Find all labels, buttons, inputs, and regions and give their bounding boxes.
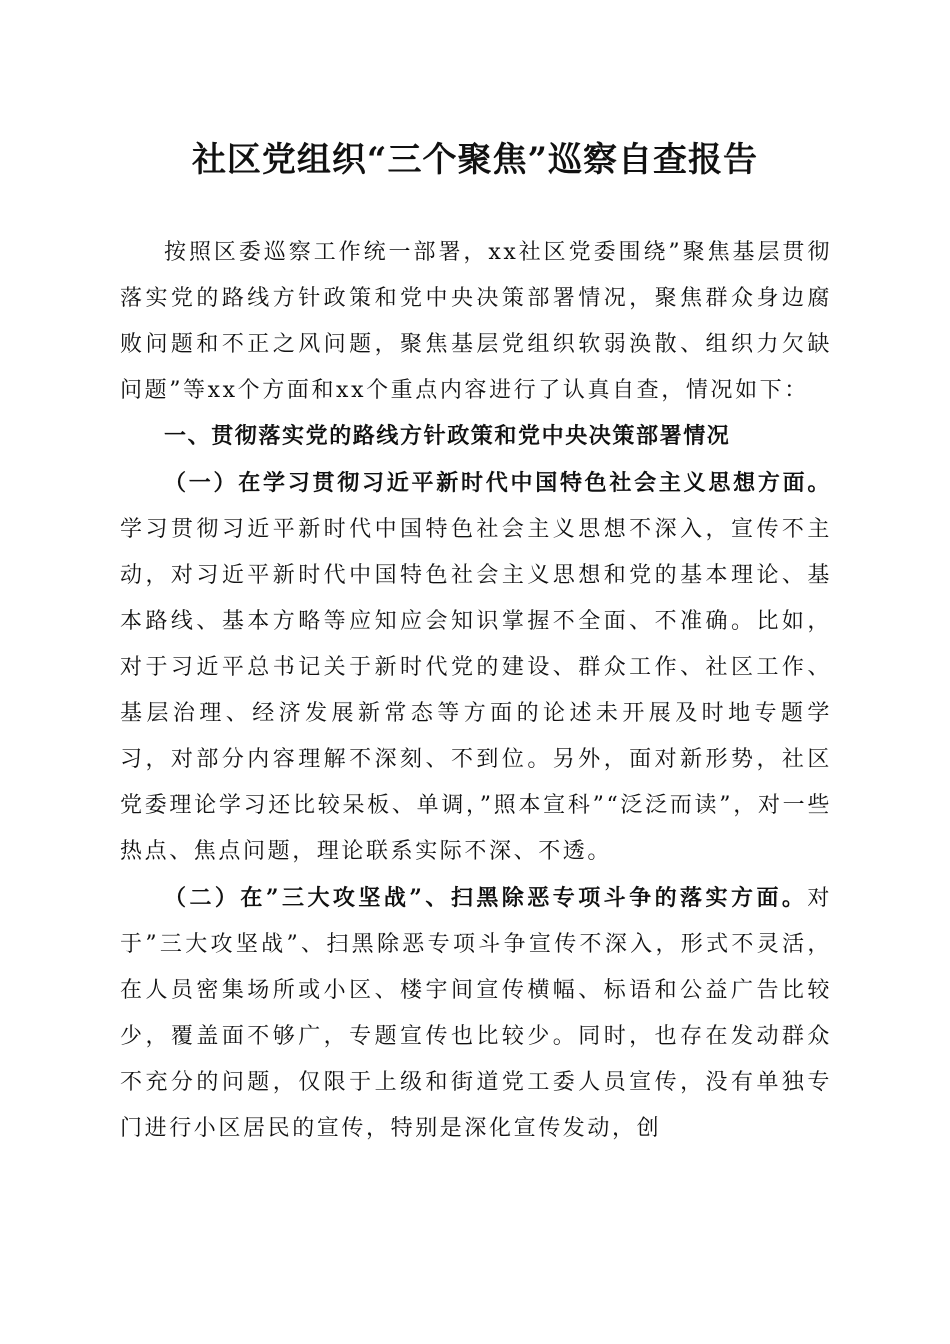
item-2-lead: （二）在”三大攻坚战”、扫黑除恶专项斗争的落实方面。 bbox=[164, 885, 808, 911]
item-1-body: 学习贯彻习近平新时代中国特色社会主义思想不深入，宣传不主动，对习近平新时代中国特色社会主义思想和党的基本理论、基本路线、基本方略等应知应会知识掌握不全面、不准确。比如，对于习近平总书记关于新时代党的建设、群众工作、社区工作、基层治理、经济发展新常态等方面的论述未开展及时地专题学习，对部分内容理解不深刻、不到位。另外，面对新形势，社区党委理论学习还比较呆板、单调，”照本宣科”“泛泛而读”，对一些热点、焦点问题，理论联系实际不深、不透。 bbox=[120, 517, 832, 864]
section-item-1 bbox=[120, 460, 832, 875]
section-item-2 bbox=[120, 875, 832, 1152]
document-body bbox=[120, 230, 832, 1152]
intro-paragraph: 按照区委巡察工作统一部署，xx社区党委围绕”聚焦基层贯彻落实党的路线方针政策和党中央决策部署情况，聚焦群众身边腐败问题和不正之风问题，聚焦基层党组织软弱涣散、组织力欠缺问题”等xx个方面和xx个重点内容进行了认真自查，情况如下： bbox=[120, 240, 832, 403]
section-heading: 一、贯彻落实党的路线方针政策和党中央决策部署情况 bbox=[164, 424, 731, 449]
document-title: 社区党组织“三个聚焦”巡察自查报告 bbox=[191, 140, 759, 180]
item-1-lead: （一）在学习贯彻习近平新时代中国特色社会主义思想方面。 bbox=[164, 470, 832, 496]
item-2-body: 对于”三大攻坚战”、扫黑除恶专项斗争宣传不深入，形式不灵活，在人员密集场所或小区、楼宇间宣传横幅、标语和公益广告比较少，覆盖面不够广，专题宣传也比较少。同时，也存在发动群众不充分的问题，仅限于上级和街道党工委人员宣传，没有单独专门进行小区居民的宣传，特别是深化宣传发动，创 bbox=[120, 886, 832, 1141]
